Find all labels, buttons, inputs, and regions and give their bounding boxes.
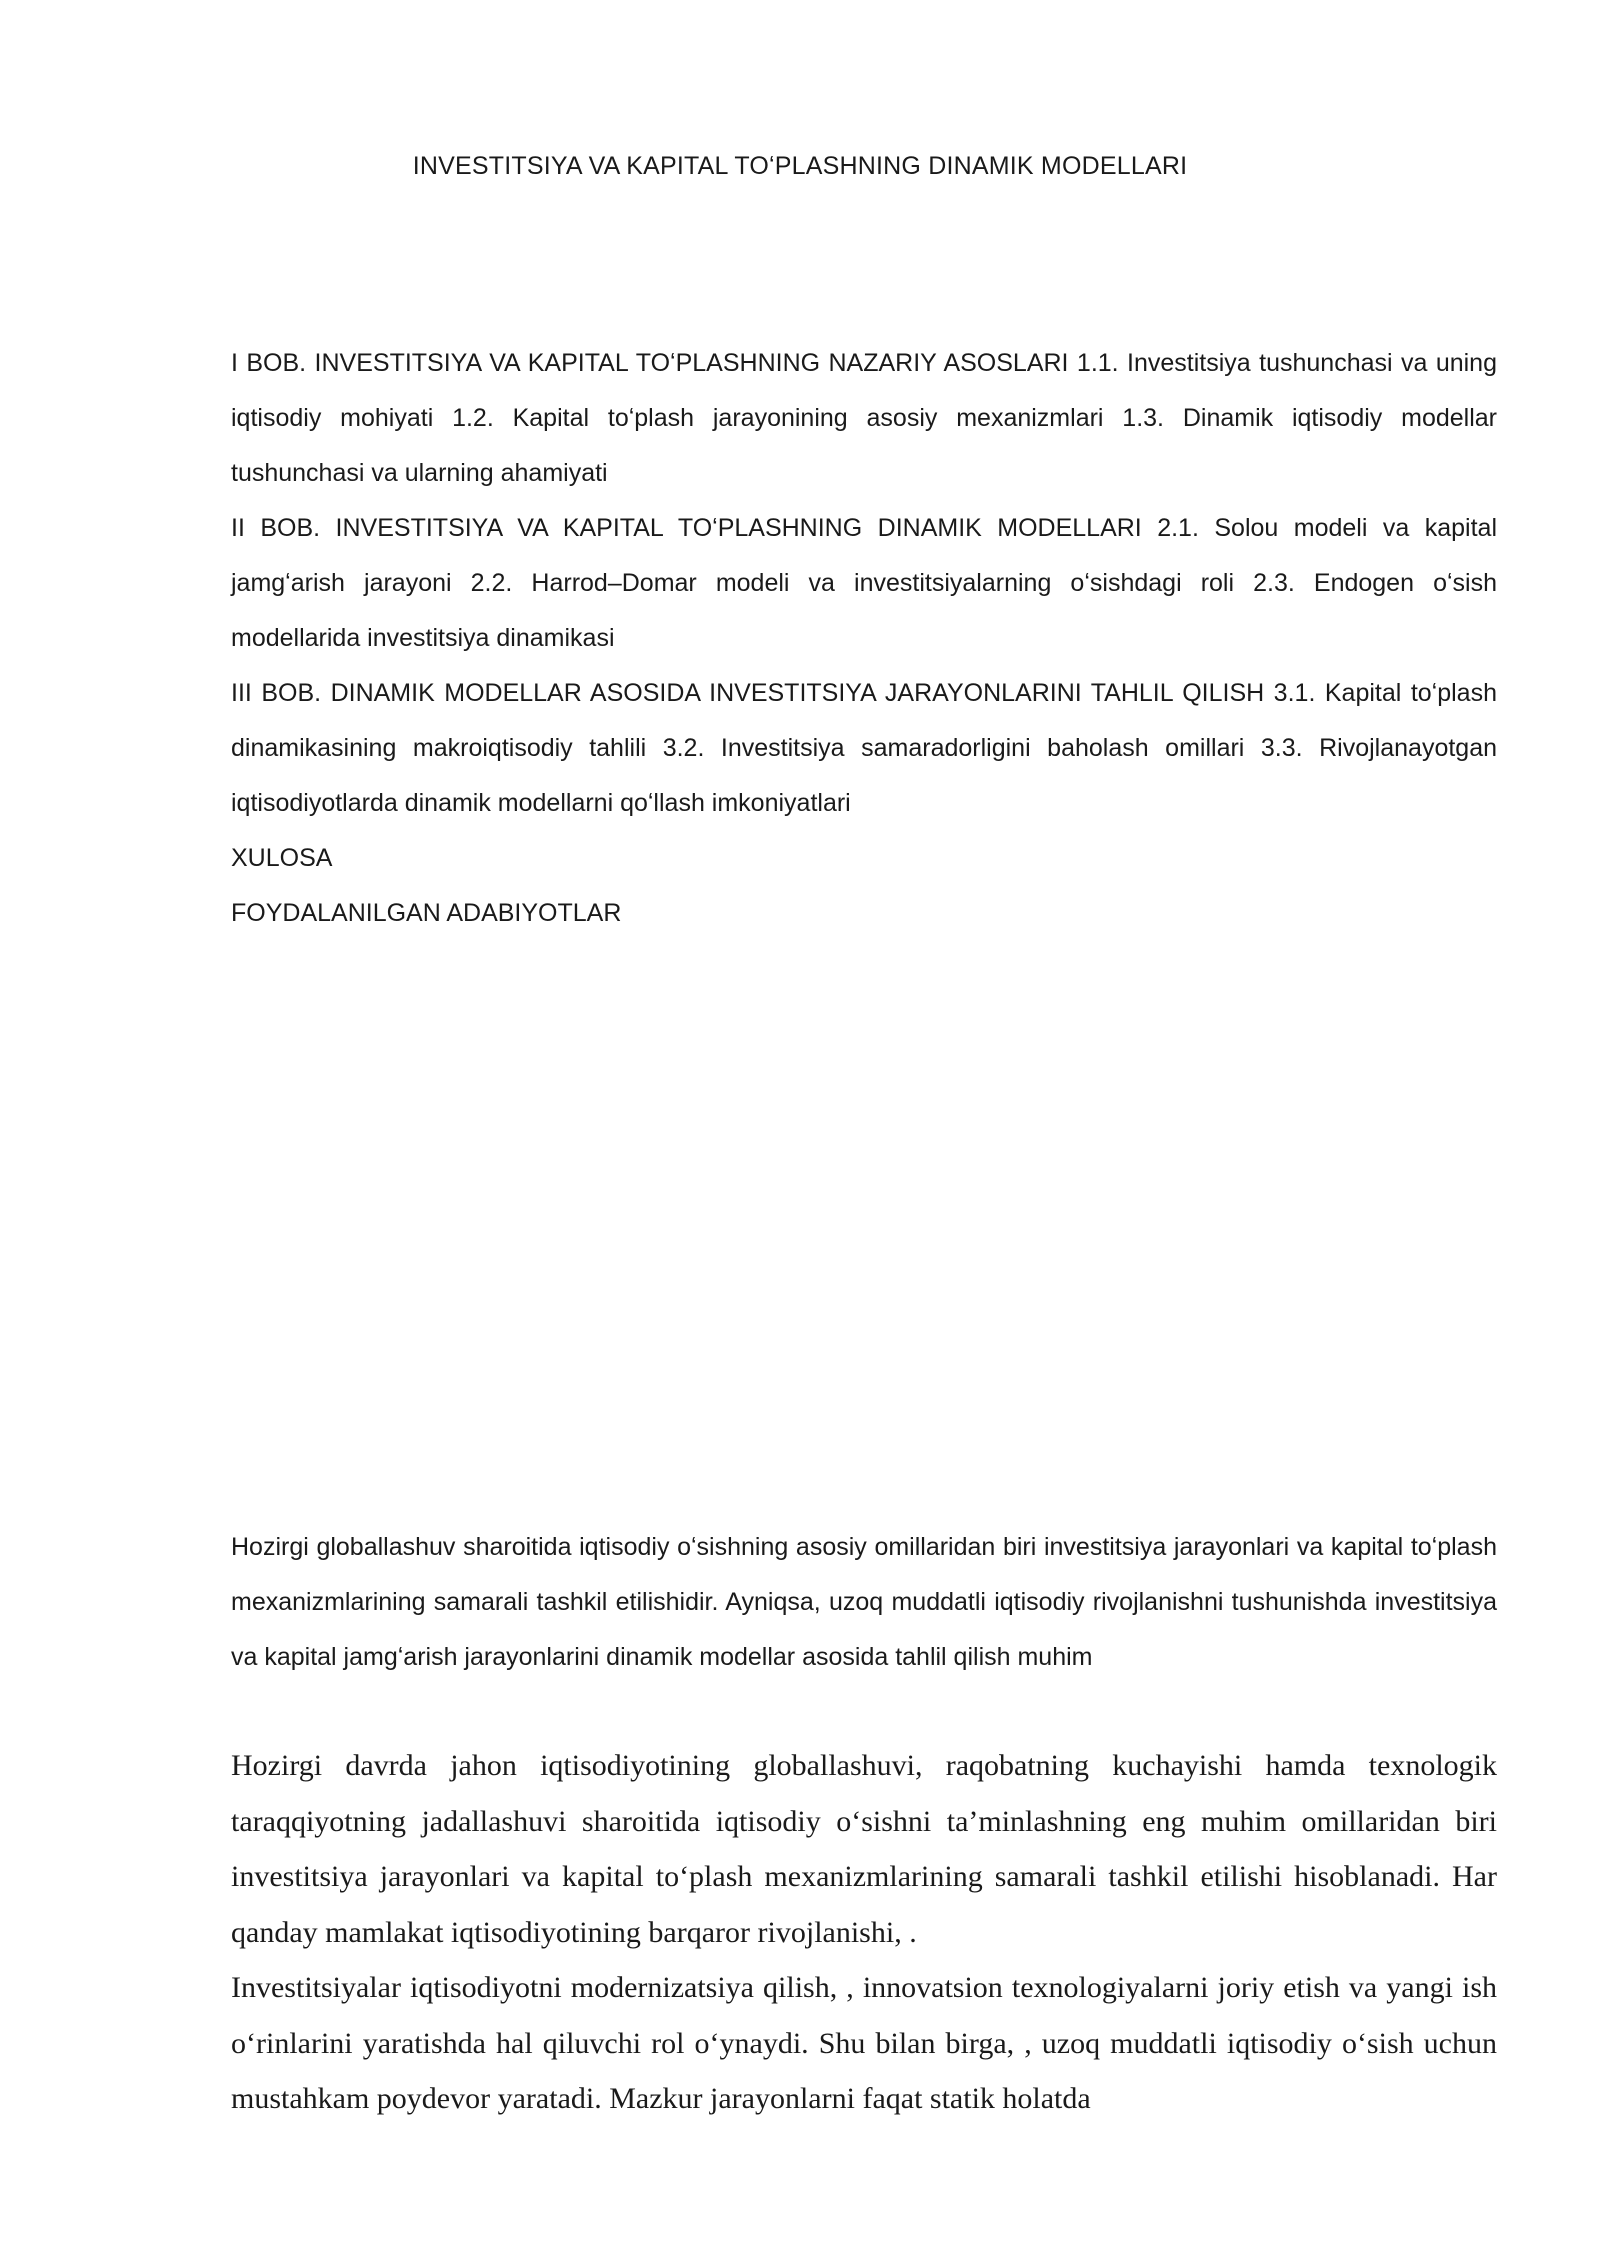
intro-paragraph: Hozirgi globallashuv sharoitida iqtisodiy oʻsishning asosiy omillaridan biri investitsiya jarayonlari va kapital toʻplash mexanizmlarining samarali tashkil etilishidir. Ayniqsa, uzoq muddatli iqtisodiy rivojlanishni tushunishda investitsiya va kapital jamgʻarish jarayonlarini dinamik modellar asosida tahlil qilish muhim bbox=[231, 1533, 1497, 1671]
toc-chapter-1: I BOB. INVESTITSIYA VA KAPITAL TOʻPLASHNING NAZARIY ASOSLARI 1.1. Investitsiya tushunchasi va uning iqtisodiy mohiyati 1.2. Kapital toʻplash jarayonining asosiy mexanizmlari 1.3. Dinamik iqtisodiy modellar tushunchasi va ularning ahamiyati bbox=[231, 349, 1497, 487]
document-title: INVESTITSIYA VA KAPITAL TOʻPLASHNING DINAMIK MODELLARI bbox=[412, 152, 1188, 180]
toc-references: FOYDALANILGAN ADABIYOTLAR bbox=[231, 899, 622, 927]
table-of-contents bbox=[231, 336, 1497, 941]
body-paragraph: Investitsiyalar iqtisodiyotni modernizatsiya qilish, , innovatsion texnologiyalarni joriy etish va yangi ish oʻrinlarini yaratishda hal qiluvchi rol oʻynaydi. Shu bilan birga, , uzoq muddatli iqtisodiy oʻsish uchun mustahkam poydevor yaratadi. Mazkur jarayonlarni faqat statik holatda bbox=[231, 1971, 1497, 2115]
toc-chapter-2: II BOB. INVESTITSIYA VA KAPITAL TOʻPLASHNING DINAMIK MODELLARI 2.1. Solou modeli va kapital jamgʻarish jarayoni 2.2. Harrod–Domar modeli va investitsiyalarning oʻsishdagi roli 2.3. Endogen oʻsish modellarida investitsiya dinamikasi bbox=[231, 514, 1497, 652]
toc-chapter-3: III BOB. DINAMIK MODELLAR ASOSIDA INVESTITSIYA JARAYONLARINI TAHLIL QILISH 3.1. Kapital toʻplash dinamikasining makroiqtisodiy tahlili 3.2. Investitsiya samaradorligini baholash omillari 3.3. Rivojlanayotgan iqtisodiyotlarda dinamik modellarni qoʻllash imkoniyatlari bbox=[231, 679, 1497, 817]
toc-conclusion: XULOSA bbox=[231, 844, 333, 872]
body-text bbox=[231, 1738, 1497, 2127]
body-paragraph: Hozirgi davrda jahon iqtisodiyotining globallashuvi, raqobatning kuchayishi hamda texnologik taraqqiyotning jadallashuvi sharoitida iqtisodiy oʻsishni ta’minlashning eng muhim omillaridan biri investitsiya jarayonlari va kapital toʻplash mexanizmlarining samarali tashkil etilishi hisoblanadi. Har qanday mamlakat iqtisodiyotining barqaror rivojlanishi, . bbox=[231, 1749, 1497, 1949]
